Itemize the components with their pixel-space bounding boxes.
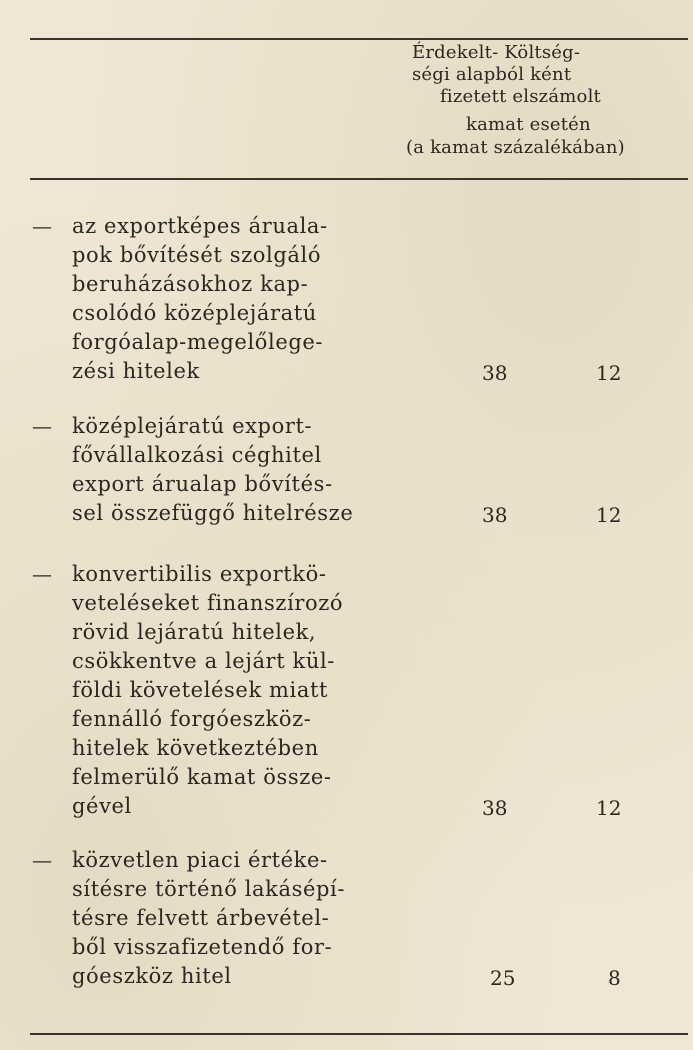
item-text-line: ből visszafizetendő for- [72, 935, 333, 959]
item-text-line: beruházásokhoz kap- [72, 272, 309, 296]
item-text-line: forgóalap-megelőlege- [72, 330, 324, 354]
item-text-line: csolódó középlejáratú [72, 301, 317, 325]
item-text-line: export árualap bővítés- [72, 472, 333, 496]
dash-bullet: — [32, 848, 52, 872]
dash-bullet: — [32, 562, 52, 586]
item-text-line: középlejáratú export- [72, 414, 313, 438]
value-col2: 12 [596, 796, 622, 820]
item-text-line: rövid lejáratú hitelek, [72, 620, 317, 644]
item-text-line: sítésre történő lakásépí- [72, 877, 346, 901]
item-text-line: hitelek következtében [72, 736, 319, 760]
dash-bullet: — [32, 414, 52, 438]
header-line: Érdekelt- Költség- [412, 42, 581, 63]
value-col1: 38 [482, 503, 508, 527]
header-rule [30, 178, 688, 180]
item-text-line: zési hitelek [72, 359, 200, 383]
value-col2: 12 [596, 361, 622, 385]
item-text-line: fővállalkozási céghitel [72, 443, 322, 467]
item-text-line: sel összefüggő hitelrésze [72, 501, 354, 525]
value-col2: 12 [596, 503, 622, 527]
value-col1: 38 [482, 796, 508, 820]
header-line: ségi alapból ként [412, 64, 572, 85]
bottom-rule [30, 1033, 688, 1035]
value-col1: 25 [490, 966, 516, 990]
item-text-line: közvetlen piaci értéke- [72, 848, 328, 872]
item-text-line: veteléseket finanszírozó [72, 591, 344, 615]
item-text-line: góeszköz hitel [72, 964, 232, 988]
item-text-line: gével [72, 794, 132, 818]
header-line: kamat esetén [466, 114, 591, 135]
item-text-line: földi követelések miatt [72, 678, 329, 702]
item-text-line: fennálló forgóeszköz- [72, 707, 312, 731]
item-text-line: pok bővítését szolgáló [72, 243, 322, 267]
item-text-line: felmerülő kamat össze- [72, 765, 332, 789]
item-text-line: konvertibilis exportkö- [72, 562, 327, 586]
value-col1: 38 [482, 361, 508, 385]
item-text-line: csökkentve a lejárt kül- [72, 649, 335, 673]
item-text-line: tésre felvett árbevétel- [72, 906, 330, 930]
header-line: (a kamat százalékában) [406, 137, 625, 158]
value-col2: 8 [608, 966, 621, 990]
top-rule [30, 38, 688, 40]
header-line: fizetett elszámolt [440, 86, 601, 107]
item-text-line: az exportképes áruala- [72, 214, 328, 238]
dash-bullet: — [32, 214, 52, 238]
